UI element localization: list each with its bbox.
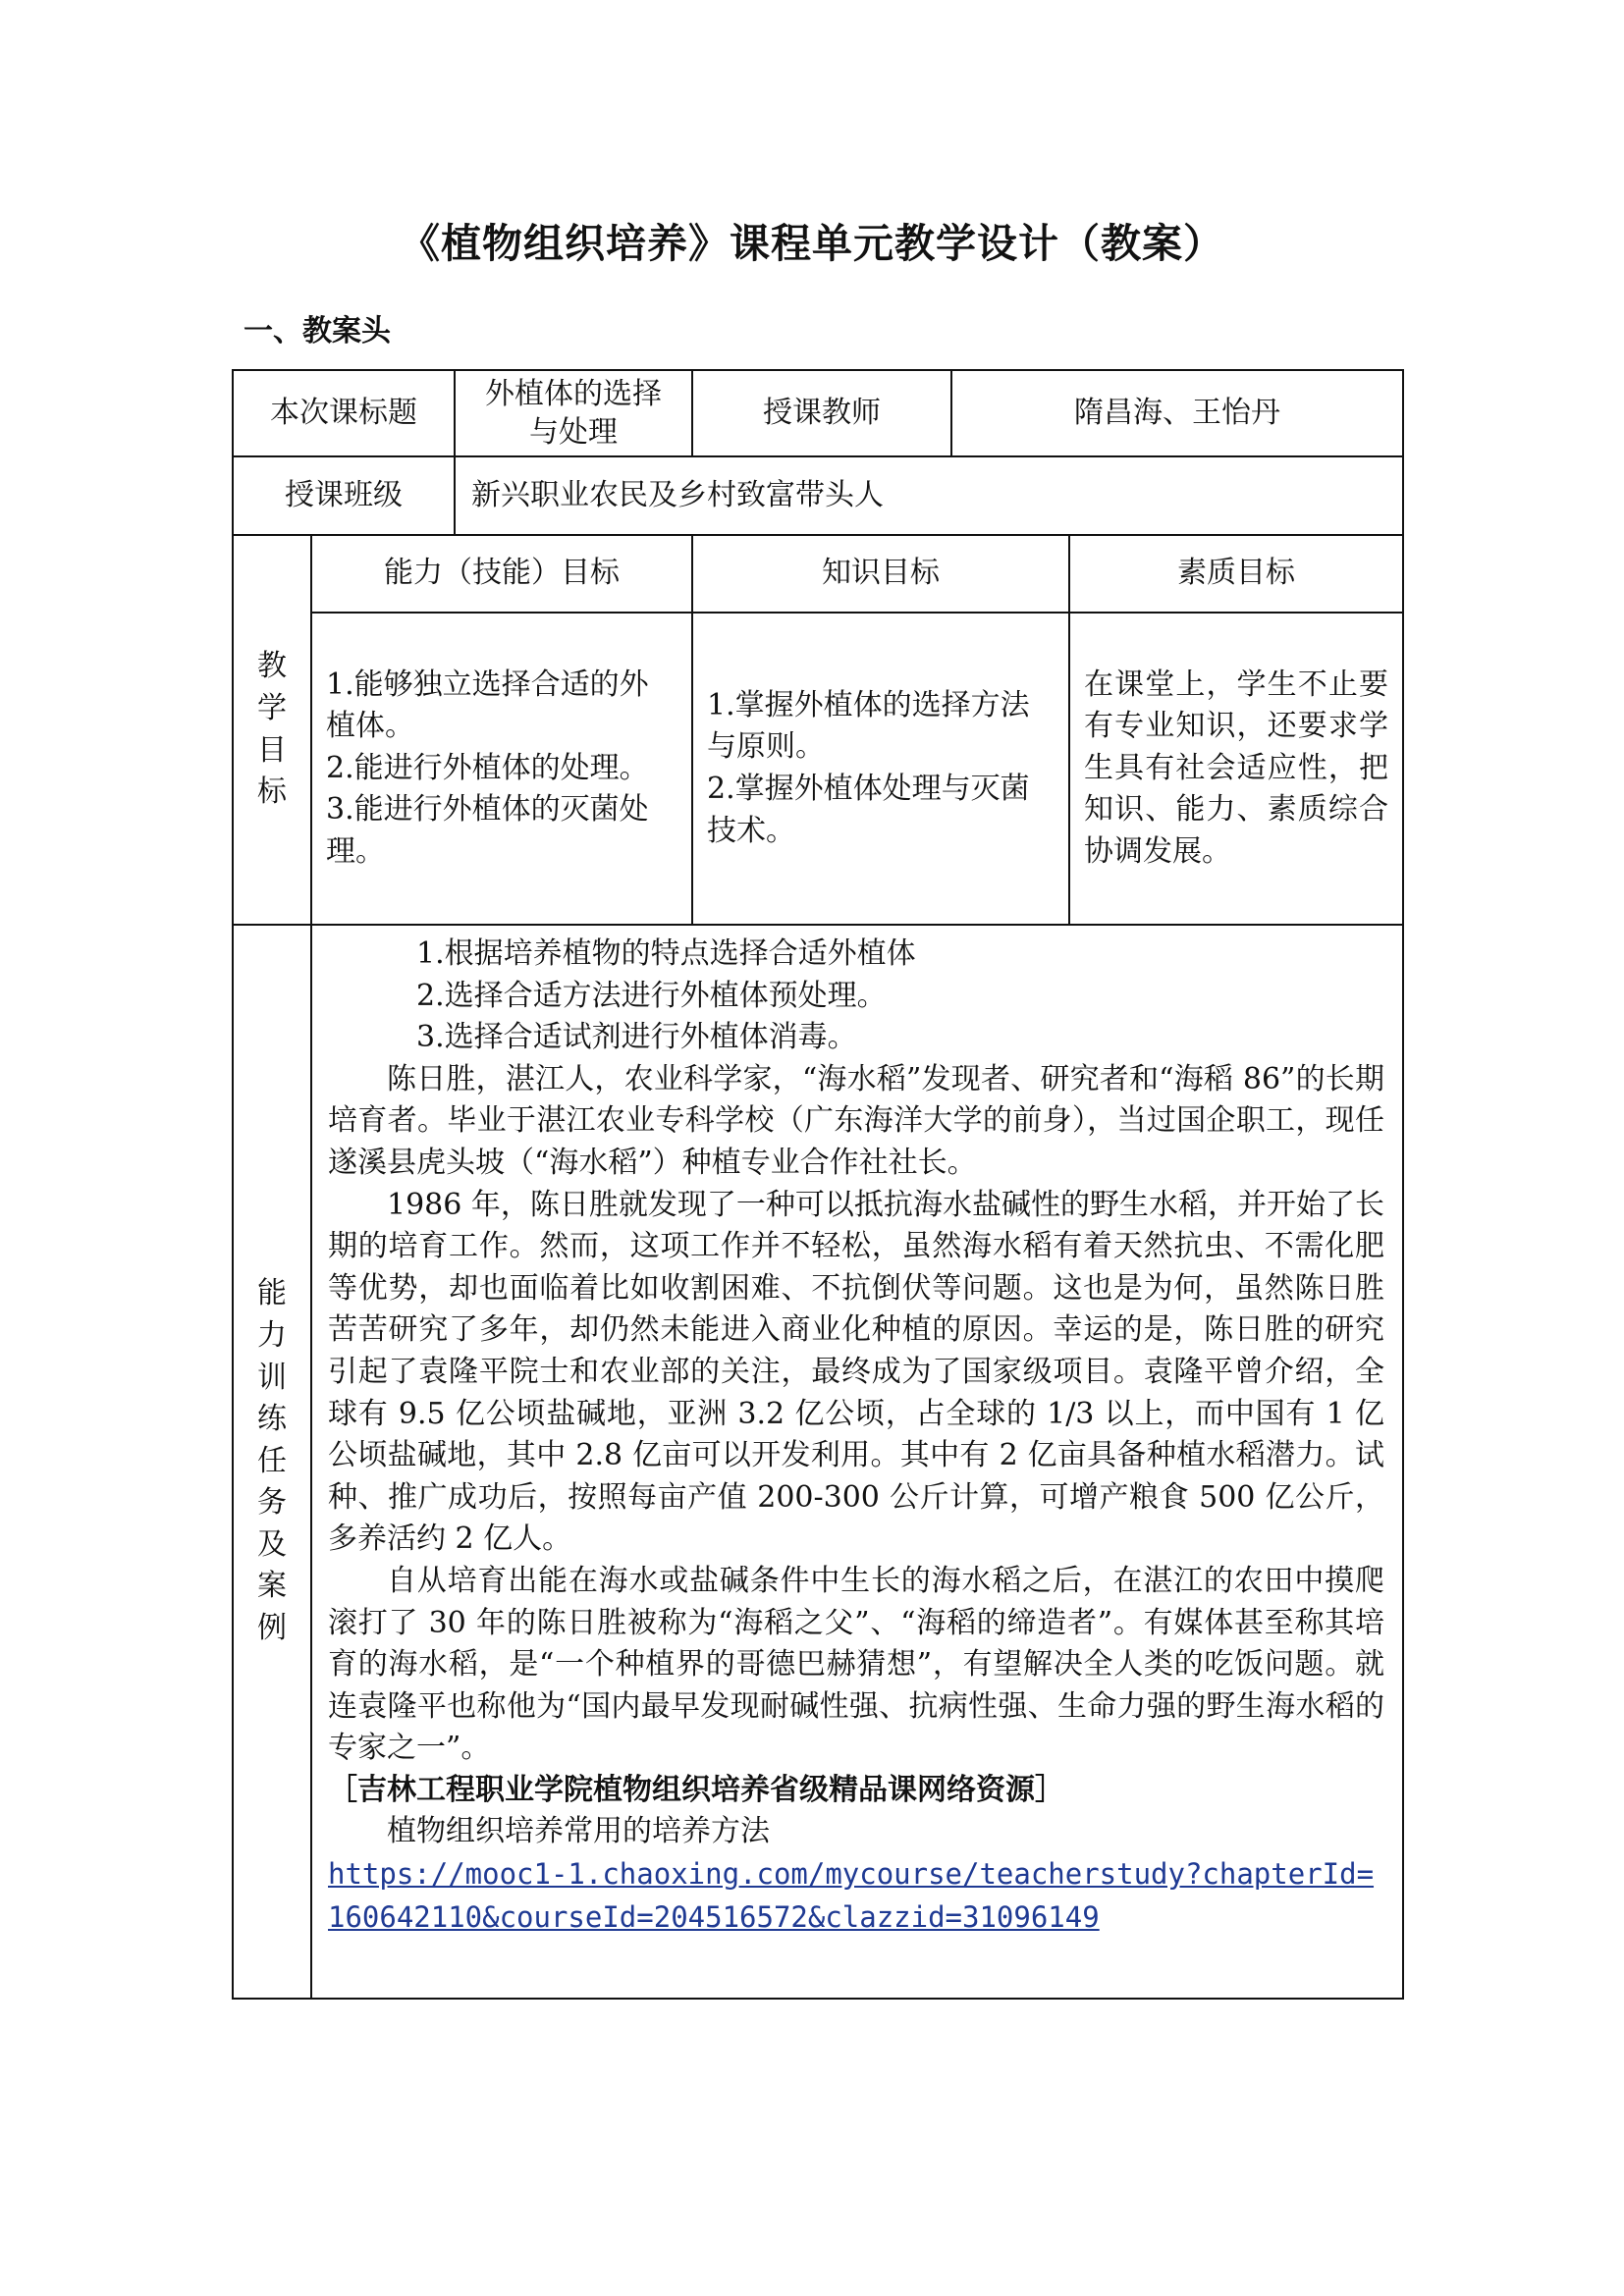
quality-goals xyxy=(1069,613,1403,925)
topic-row xyxy=(233,370,1403,456)
ability-goal-item: 3.能进行外植体的灭菌处理。 xyxy=(326,792,649,869)
page-title: 《植物组织培养》课程单元教学设计（教案） xyxy=(400,220,1224,267)
teacher-label: 授课教师 xyxy=(692,370,951,456)
case-paragraph: 自从培育出能在海水或盐碱条件中生长的海水稻之后，在湛江的农田中摸爬滚打了 30 年的陈日胜被称为“海稻之父”、“海稻的缔造者”。有媒体甚至称其培育的海水稻，是“一个种植界的哥德巴赫猜想”，有望解决全人类的吃饭问题。就连袁隆平也称他为“国内最早发现耐碱性强、抗病性强、生命力强的野生海水稻的专家之一”。 xyxy=(328,1563,1384,1766)
quality-goal-heading: 素质目标 xyxy=(1069,535,1403,613)
case-paragraph: 陈日胜，湛江人，农业科学家，“海水稻”发现者、研究者和“海稻 86”的长期培育者。毕业于湛江农业专科学校（广东海洋大学的前身），当过国企职工，现任遂溪县虎头坡（“海水稻”）种植专业合作社社长。 xyxy=(328,1061,1384,1180)
teaching-goals-label: 教 学 目 标 xyxy=(233,535,311,925)
knowledge-goal-item: 2.掌握外植体处理与灭菌技术。 xyxy=(707,772,1030,848)
resource-link[interactable]: https://mooc1-1.chaoxing.com/mycourse/teacherstudy?chapterId=160642110&courseId=204516572&clazzid=31096149 xyxy=(328,1857,1375,1934)
section-heading: 一、教案头 xyxy=(244,314,391,348)
resource-title: 植物组织培养常用的培养方法 xyxy=(387,1814,770,1849)
ability-goal-heading: 能力（技能）目标 xyxy=(311,535,692,613)
tasks-label: 能 力 训 练 任 务 及 案 例 xyxy=(233,925,311,1999)
tasks-row xyxy=(233,925,1403,1999)
goals-header-row xyxy=(233,535,1403,613)
resource-heading: ［吉林工程职业学院植物组织培养省级精品课网络资源］ xyxy=(328,1772,1064,1807)
class-row xyxy=(233,456,1403,535)
teacher-value: 隋昌海、王怡丹 xyxy=(951,370,1403,456)
ability-goals xyxy=(311,613,692,925)
quality-goal-text: 在课堂上，学生不止要有专业知识，还要求学生具有社会适应性，把知识、能力、素质综合协调发展。 xyxy=(1084,667,1388,869)
knowledge-goal-item: 1.掌握外植体的选择方法与原则。 xyxy=(707,687,1030,765)
ability-goal-item: 1.能够独立选择合适的外植体。 xyxy=(326,667,649,744)
goals-content-row xyxy=(233,613,1403,925)
class-value: 新兴职业农民及乡村致富带头人 xyxy=(455,456,1403,535)
knowledge-goal-heading: 知识目标 xyxy=(692,535,1069,613)
task-step: 3.选择合适试剂进行外植体消毒。 xyxy=(416,1020,857,1055)
ability-goal-item: 2.能进行外植体的处理。 xyxy=(326,750,649,785)
lesson-plan-table xyxy=(232,369,1404,2000)
task-step: 1.根据培养植物的特点选择合适外植体 xyxy=(416,936,916,971)
topic-value: 外植体的选择与处理 xyxy=(455,370,692,456)
topic-label: 本次课标题 xyxy=(233,370,455,456)
case-paragraph: 1986 年，陈日胜就发现了一种可以抵抗海水盐碱性的野生水稻，并开始了长期的培育工作。然而，这项工作并不轻松，虽然海水稻有着天然抗虫、不需化肥等优势，却也面临着比如收割困难、不抗倒伏等问题。这也是为何，虽然陈日胜苦苦研究了多年，却仍然未能进入商业化种植的原因。幸运的是，陈日胜的研究引起了袁隆平院士和农业部的关注，最终成为了国家级项目。袁隆平曾介绍，全球有 9.5 亿公顷盐碱地，亚洲 3.2 亿公顷，占全球的 1/3 以上，而中国有 1 亿公顷盐碱地，其中 2.8 亿亩可以开发利用。其中有 2 亿亩具备种植水稻潜力。试种、推广成功后，按照每亩产值 200-300 公斤计算，可增产粮食 500 亿公斤，多养活约 2 亿人。 xyxy=(328,1187,1384,1557)
class-label: 授课班级 xyxy=(233,456,455,535)
task-step: 2.选择合适方法进行外植体预处理。 xyxy=(416,978,887,1013)
tasks-content xyxy=(311,925,1403,1999)
knowledge-goals xyxy=(692,613,1069,925)
